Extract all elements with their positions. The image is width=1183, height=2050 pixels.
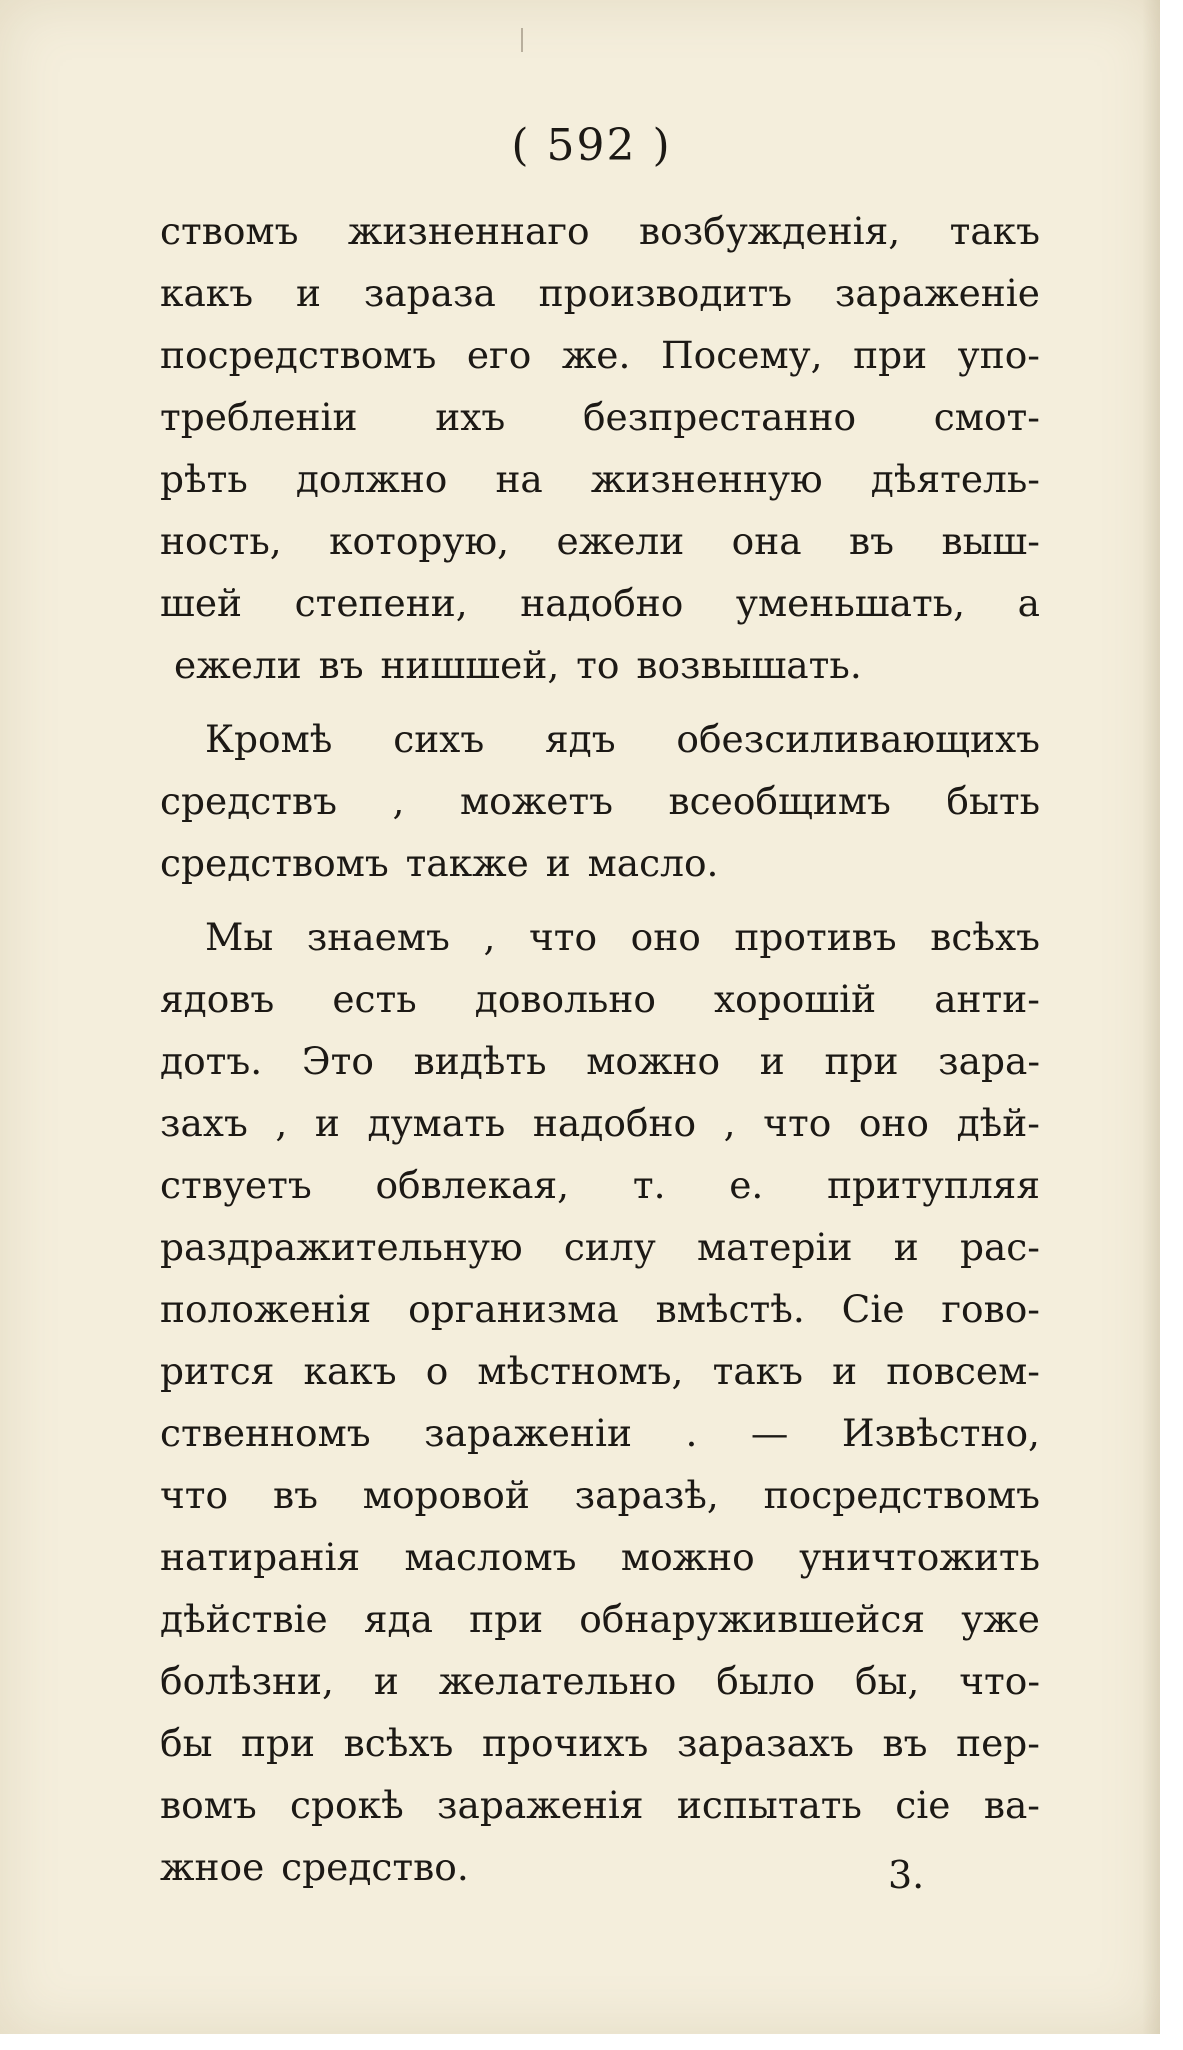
word: что (160, 1473, 229, 1517)
word: всѣхъ (930, 915, 1040, 959)
word: срокѣ (290, 1783, 404, 1827)
word: гово- (941, 1287, 1040, 1331)
word: дѣйствіе (160, 1597, 328, 1641)
word: бы, (854, 1659, 920, 1703)
text-line (160, 262, 1040, 324)
word: можетъ (459, 779, 614, 823)
word: зараженія (437, 1783, 644, 1827)
word: при (469, 1597, 544, 1641)
word: Сіе (841, 1287, 905, 1331)
text-line (160, 906, 1040, 968)
word: жизненную (590, 457, 823, 501)
catchword: 3. (888, 1853, 925, 1897)
word: средство. (281, 1845, 469, 1889)
text-line (160, 386, 1040, 448)
word: которую, (329, 519, 510, 563)
word: уменьшать, (735, 581, 966, 625)
text-line (160, 770, 1040, 832)
word: быть (946, 779, 1040, 823)
paragraph (160, 200, 1040, 696)
word: возвышать. (636, 643, 862, 687)
word: оно (858, 1101, 930, 1145)
word: что- (959, 1659, 1040, 1703)
text-line (160, 1340, 1040, 1402)
word: при (824, 1039, 899, 1083)
text-line (160, 708, 1040, 770)
word: надобно (532, 1101, 697, 1145)
word: и (295, 271, 321, 315)
word: требленіи (160, 395, 358, 439)
word: его (466, 333, 532, 377)
word: , (275, 1101, 288, 1145)
word: думать (367, 1101, 506, 1145)
word: дѣятель- (870, 457, 1040, 501)
word: есть (332, 977, 417, 1021)
text-line (160, 1712, 1040, 1774)
word: организма (408, 1287, 619, 1331)
text-line (160, 1774, 1040, 1836)
word: же. (561, 333, 631, 377)
word: ежели (174, 643, 302, 687)
word: Мы (205, 915, 274, 959)
word: обезсиливающихъ (676, 717, 1040, 761)
word: ственномъ (160, 1411, 371, 1455)
word: силу (563, 1225, 656, 1269)
word: шей (160, 581, 243, 625)
word: какъ (303, 1349, 397, 1393)
word: уничтожить (799, 1535, 1040, 1579)
word: ствуетъ (160, 1163, 312, 1207)
word: бы (160, 1721, 213, 1765)
word: жное (160, 1845, 265, 1889)
word: что (528, 915, 598, 959)
word: и (832, 1349, 858, 1393)
word: пер- (956, 1721, 1040, 1765)
text-line (160, 1588, 1040, 1650)
word: смот- (933, 395, 1040, 439)
word: видѣть (413, 1039, 547, 1083)
word: дотъ. (160, 1039, 263, 1083)
word: дѣй- (956, 1101, 1040, 1145)
word: средствомъ (160, 841, 389, 885)
word: ежели (556, 519, 685, 563)
word: а (1017, 581, 1040, 625)
word: знаемъ (306, 915, 450, 959)
word: она (731, 519, 802, 563)
word: посредствомъ (160, 333, 437, 377)
word: вмѣстѣ. (655, 1287, 805, 1331)
text-line (160, 1154, 1040, 1216)
word: анти- (934, 977, 1040, 1021)
word: , (483, 915, 496, 959)
word: и (759, 1039, 785, 1083)
word: жизненнаго (347, 209, 590, 253)
word: такъ (949, 209, 1040, 253)
word: желательно (438, 1659, 677, 1703)
word: безпрестанно (582, 395, 857, 439)
word: ихъ (435, 395, 506, 439)
word: въ (882, 1721, 928, 1765)
word: уже (961, 1597, 1040, 1641)
word: при (853, 333, 928, 377)
word: надобно (520, 581, 684, 625)
word: захъ (160, 1101, 248, 1145)
word: заразѣ, (574, 1473, 719, 1517)
word: и (373, 1659, 399, 1703)
word: масло. (587, 841, 719, 885)
word: повсем- (886, 1349, 1040, 1393)
word: ядовъ (160, 977, 275, 1021)
word: всѣхъ (343, 1721, 454, 1765)
word: т. (632, 1163, 666, 1207)
word: болѣзни, (160, 1659, 334, 1703)
text-line (160, 968, 1040, 1030)
word: и (314, 1101, 340, 1145)
text-line (160, 1216, 1040, 1278)
word: положенія (160, 1287, 372, 1331)
text-line (160, 1030, 1040, 1092)
word: притупляя (827, 1163, 1040, 1207)
text-line (160, 1650, 1040, 1712)
word: обвлекая, (375, 1163, 570, 1207)
word: выш- (941, 519, 1040, 563)
word: то (576, 643, 620, 687)
print-speck (521, 28, 523, 52)
word: моровой (362, 1473, 530, 1517)
word: , (392, 779, 405, 823)
word: . (685, 1411, 698, 1455)
word: въ (318, 643, 364, 687)
page-number: ( 592 ) (511, 120, 672, 171)
text-line (160, 1464, 1040, 1526)
word: ность, (160, 519, 282, 563)
word: мѣстномъ, (477, 1349, 684, 1393)
word: посредствомъ (763, 1473, 1040, 1517)
word: о (425, 1349, 449, 1393)
word: что (763, 1101, 832, 1145)
text-line (160, 324, 1040, 386)
word: такъ (712, 1349, 803, 1393)
word: какъ (160, 271, 254, 315)
word: ядъ (545, 717, 616, 761)
text-line (160, 1402, 1040, 1464)
text-line (160, 200, 1040, 262)
word: заразахъ (676, 1721, 854, 1765)
text-line (160, 448, 1040, 510)
word: зараженіе (834, 271, 1040, 315)
word: Это (301, 1039, 374, 1083)
word: рас- (959, 1225, 1040, 1269)
word: и (545, 841, 571, 885)
word: , (723, 1101, 736, 1145)
word: всеобщимъ (668, 779, 891, 823)
word: рѣть (160, 457, 248, 501)
paragraph (160, 708, 1040, 894)
word: нишшей, (380, 643, 560, 687)
word: оно (630, 915, 701, 959)
word: при (241, 1721, 316, 1765)
word: вомъ (160, 1783, 257, 1827)
word: натиранія (160, 1535, 361, 1579)
text-line (160, 510, 1040, 572)
word: зараза (363, 271, 496, 315)
word: производитъ (538, 271, 793, 315)
word: рится (160, 1349, 275, 1393)
text-line (160, 832, 1040, 894)
word: матеріи (697, 1225, 853, 1269)
word: можно (586, 1039, 721, 1083)
text-line (160, 1278, 1040, 1340)
word: сихъ (393, 717, 485, 761)
body-text (160, 200, 1040, 1898)
word: также (405, 841, 529, 885)
text-line (160, 1526, 1040, 1588)
word: степени, (294, 581, 468, 625)
word: е. (729, 1163, 764, 1207)
word: — (750, 1411, 789, 1455)
word: сіе (895, 1783, 951, 1827)
word: противъ (734, 915, 897, 959)
word: упо- (957, 333, 1040, 377)
word: зара- (938, 1039, 1040, 1083)
word: довольно (474, 977, 656, 1021)
word: ствомъ (160, 209, 299, 253)
word: на (495, 457, 543, 501)
word: Посему, (660, 333, 823, 377)
word: раздражительную (160, 1225, 523, 1269)
word: обнаружившейся (579, 1597, 926, 1641)
word: прочихъ (481, 1721, 649, 1765)
word: было (716, 1659, 816, 1703)
word: средствъ (160, 779, 338, 823)
paragraph (160, 906, 1040, 1898)
word: можно (620, 1535, 755, 1579)
word: Извѣстно, (841, 1411, 1040, 1455)
text-line (160, 1092, 1040, 1154)
word: зараженіи (424, 1411, 632, 1455)
word: ва- (983, 1783, 1040, 1827)
word: Кромѣ (205, 717, 333, 761)
word: должно (295, 457, 448, 501)
text-line (160, 634, 1040, 696)
word: хорошій (713, 977, 877, 1021)
word: испытать (676, 1783, 862, 1827)
text-line (160, 572, 1040, 634)
word: въ (849, 519, 895, 563)
word: и (893, 1225, 919, 1269)
word: въ (272, 1473, 318, 1517)
word: яда (363, 1597, 433, 1641)
word: возбужденія, (639, 209, 901, 253)
word: масломъ (404, 1535, 577, 1579)
